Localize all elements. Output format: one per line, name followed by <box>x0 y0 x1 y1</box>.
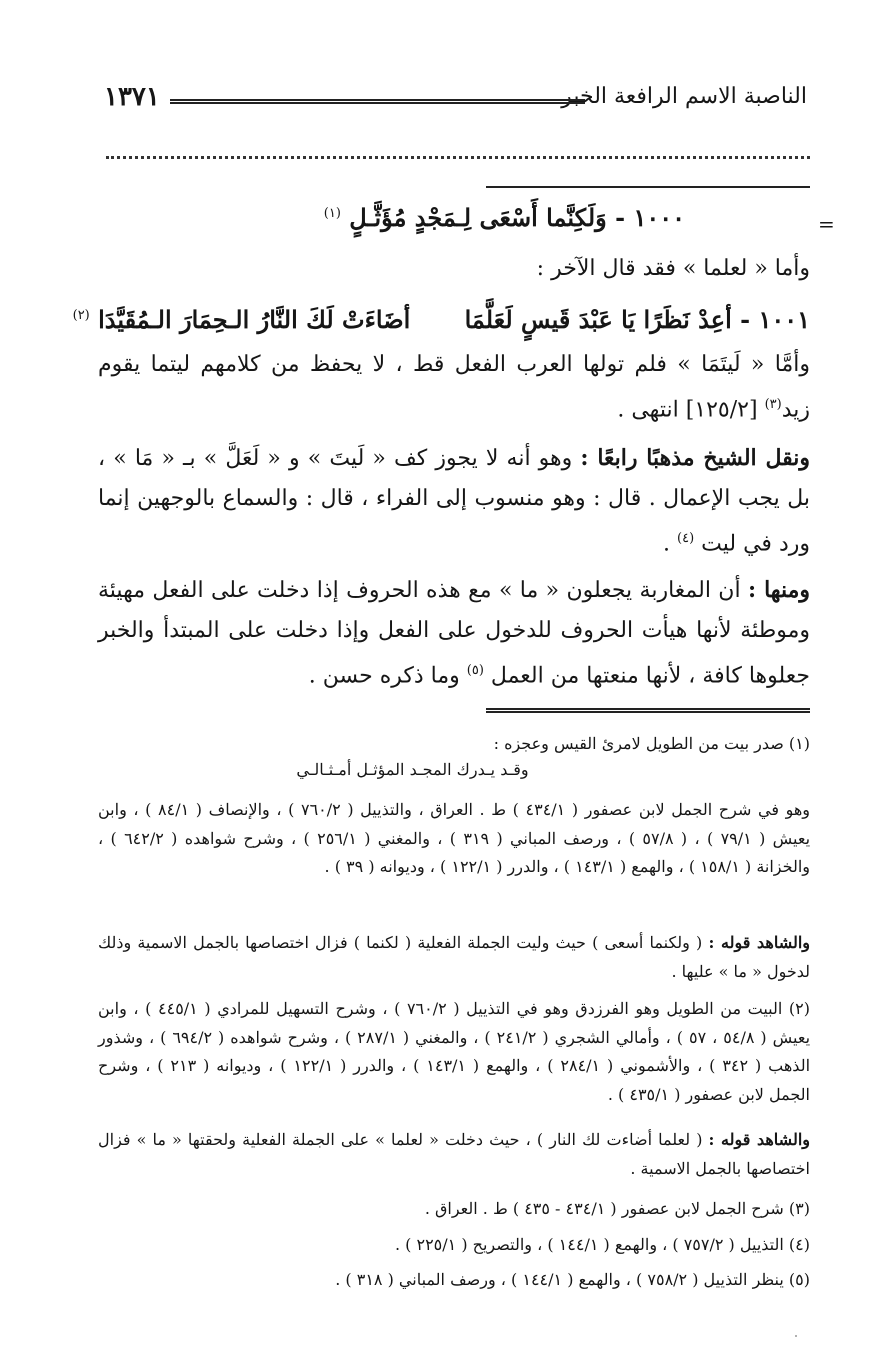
shahid-text: ( لعلما أضاءت لك النار ) ، حيث دخلت « لعلما » على الجملة الفعلية ولحقتها « ما » فزال اختصاصها بالجمل الاسمية . <box>98 1130 810 1178</box>
verse-1001-hemistich-1: أعِدْ نَظَرًا يَا عَبْدَ قَيسٍ لَعَلَّمَا <box>464 305 732 334</box>
paragraph-tail: وما ذكره حسن . <box>308 663 460 689</box>
verse-1000 <box>324 203 685 232</box>
footnote-2-shahid <box>98 1126 810 1183</box>
paragraph-lead: ومنها : <box>747 577 810 603</box>
paragraph-lead: ونقل الشيخ مذهبًا رابعًا : <box>580 445 810 471</box>
paragraph-maghariba <box>98 570 810 696</box>
footnote-1-verse: وقـد يـدرك المجـد المؤثـل أمـثـالـي <box>296 760 529 779</box>
verse-1001-number: ١٠٠١ - <box>740 305 810 334</box>
verse-1000-text: ١٠٠٠ - وَلَكِنَّما أَسْعَى لِـمَجْدٍ مُؤَثَّـلٍ <box>349 203 685 232</box>
intro-line: وأما « لعلما » فقد قال الآخر : <box>536 256 810 281</box>
header-double-rule <box>170 99 585 104</box>
shahid-lead: والشاهد قوله : <box>708 933 811 952</box>
footnote-2-sources: (٢) البيت من الطويل وهو الفرزدق وهو في التذييل ( ٧٦٠/٢ ) ، وشرح التسهيل للمرادي ( ٤٤٥/١ ) ، وابن يعيش ( ٥٤/٨ ، ٥٧ ) ، وأمالي الشجري ( ٢٤١/٢ ) ، والمغني ( ٢٨٧/١ ) ، وشرح شواهده ( ٦٩٤/٢ ) ، وشذور الذهب ( ٣٤٢ ) ، والأشموني ( ٢٨٤/١ ) ، والهمع ( ١٤٣/١ ) ، والدرر ( ١٢٢/١ ) ، وديوانه ( ٢١٣ ) ، وشرح الجمل لابن عصفور ( ٤٣٥/١ ) . <box>98 999 811 1104</box>
running-header-title: الناصبة الاسم الرافعة الخبر <box>561 84 807 109</box>
separator-rule <box>486 186 810 188</box>
verse-1001-hemistich-2: أضَاءَتْ لَكَ النَّارُ الـحِمَارَ الـمُقَيَّدَا <box>98 305 411 334</box>
paragraph-fourth-view <box>98 438 810 564</box>
paragraph-text: أن المغاربة يجعلون « ما » مع هذه الحروف إذا دخلت على الفعل مهيئة وموطئة لأنها هيأت الحروف للدخول على الفعل وإذا دخلت على المبتدأ والخبر جعلوها كافة ، لأنها منعتها من العمل <box>98 578 810 689</box>
footnote-1-intro: (١) صدر بيت من الطويل لامرئ القيس وعجزه : <box>493 734 810 753</box>
dotted-separator <box>106 150 810 159</box>
footnote-ref-3: (٣) <box>764 397 782 412</box>
paragraph-tail: [١٢٥/٢] انتهى . <box>617 397 758 423</box>
margin-continuation-mark: = <box>818 212 835 236</box>
footnote-3: (٣) شرح الجمل لابن عصفور ( ٤٣٤/١ - ٤٣٥ ) ط . العراق . <box>424 1199 810 1218</box>
paragraph-laytama <box>98 345 810 430</box>
footnote-1-shahid <box>98 929 810 986</box>
footnote-ref-2: (٢) <box>72 308 90 323</box>
page-number: ١٣٧١ <box>104 82 160 112</box>
footnote-5: (٥) ينظر التذييل ( ٧٥٨/٢ ) ، والهمع ( ١٤٤/١ ) ، ورصف المباني ( ٣١٨ ) . <box>335 1270 810 1289</box>
footnote-ref-5: (٥) <box>466 663 484 678</box>
footnote-separator <box>486 708 810 713</box>
paragraph-text: وأمَّا « لَيتَمَا » فلم تولها العرب الفعل قط ، لا يحفظ من كلامهم ليتما يقوم زيد <box>98 352 810 423</box>
paragraph-tail: . <box>663 531 671 557</box>
scan-speck <box>795 1335 797 1337</box>
footnote-4: (٤) التذييل ( ٧٥٧/٢ ) ، والهمع ( ١٤٤/١ ) ، والتصريح ( ٢٢٥/١ ) . <box>394 1235 810 1254</box>
shahid-text: ( ولكنما أسعى ) حيث وليت الجملة الفعلية ( لكنما ) فزال اختصاصها بالجمل الاسمية وذلك لدخول « ما » عليها . <box>98 933 810 981</box>
verse-1001 <box>73 305 810 334</box>
shahid-lead: والشاهد قوله : <box>708 1130 810 1149</box>
footnote-ref-4: (٤) <box>677 531 695 546</box>
footnote-1-sources: وهو في شرح الجمل لابن عصفور ( ٤٣٤/١ ) ط . العراق ، والتذييل ( ٧٦٠/٢ ) ، والإنصاف ( ٨٤/١ ) ، وابن يعيش ( ٧٩/١ ) ، ( ٥٧/٨ ) ، ورصف المباني ( ٣١٩ ) ، والمغني ( ٢٥٦/١ ) ، وشرح شواهده ( ٦٤٢/٢ ) ، والخزانة ( ١٥٨/١ ) ، والهمع ( ١٤٣/١ ) ، والدرر ( ١٢٢/١ ) ، وديوانه ( ٣٩ ) . <box>98 800 811 876</box>
paragraph-text: وهو أنه لا يجوز كف « لَيتَ » و « لَعَلَّ » بـ « مَا » ، بل يجب الإعمال . قال : وهو منسوب إلى الفراء ، قال : والسماع بالوجهين إنما ورد في ليت <box>98 446 810 557</box>
footnote-ref-1: (١) <box>323 206 341 221</box>
